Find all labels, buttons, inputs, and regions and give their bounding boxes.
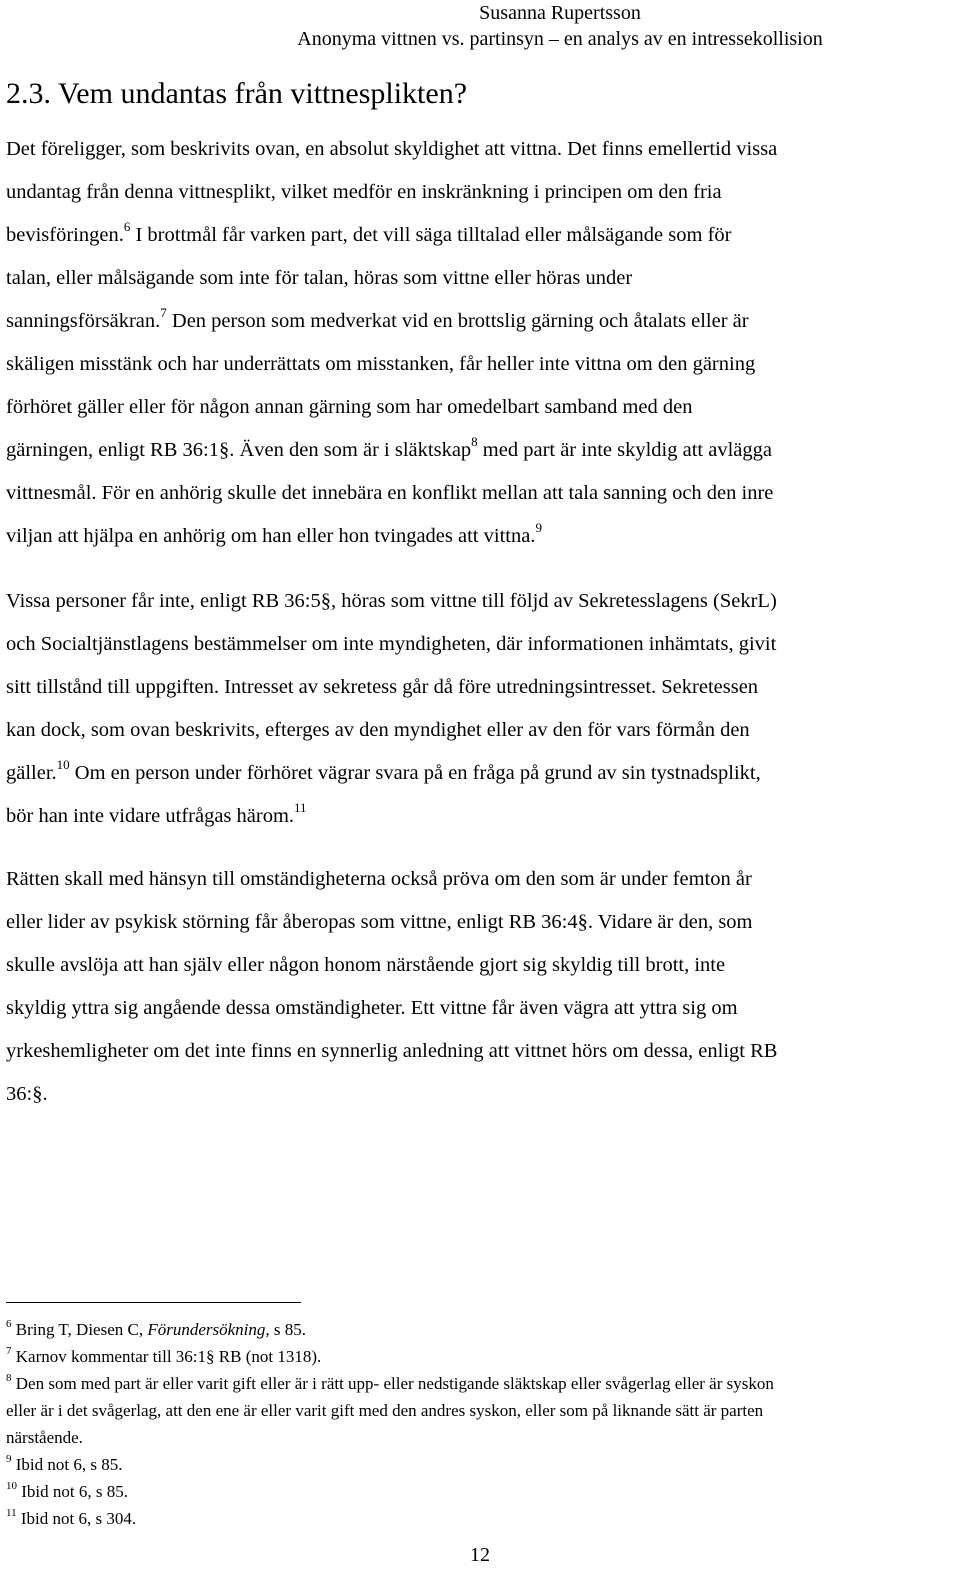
- text-line: [6, 257, 954, 300]
- text-line: [6, 944, 954, 987]
- footnote-number: 6: [6, 1318, 12, 1331]
- footnote-text: Den som med part är eller varit gift eller är i rätt upp- eller nedstigande släktskap eller svågerlag eller är syskon: [15, 1374, 774, 1393]
- line-text: skyldig yttra sig angående dessa omständigheter. Ett vittne får även vägra att yttra sig om: [6, 997, 738, 1019]
- text-line: [6, 128, 954, 171]
- text-line: [6, 343, 954, 386]
- footnote: [6, 1370, 954, 1397]
- footnote-text: Bring T, Diesen C,: [15, 1320, 148, 1339]
- line-text: talan, eller målsägande som inte för talan, höras som vittne eller höras under: [6, 267, 633, 289]
- paragraph-1: [6, 128, 954, 558]
- text-line: [6, 214, 954, 257]
- line-text: vittnesmål. För en anhörig skulle det innebära en konflikt mellan att tala sanning och den inre: [6, 482, 774, 504]
- footnote: [6, 1343, 954, 1370]
- footnote: [6, 1316, 954, 1343]
- paragraph-2: [6, 580, 954, 838]
- footnote: [6, 1397, 954, 1424]
- footnote: [6, 1505, 954, 1532]
- line-text: eller lider av psykisk störning får åberopas som vittne, enligt RB 36:4§. Vidare är den, som: [6, 911, 753, 933]
- line-text-continued: Om en person under förhöret vägrar svara på en fråga på grund av sin tystnadsplikt,: [69, 762, 761, 784]
- line-text: skulle avslöja att han själv eller någon honom närstående gjort sig skyldig till brott, inte: [6, 954, 726, 976]
- line-text: Det föreligger, som beskrivits ovan, en absolut skyldighet att vittna. Det finns emellertid vissa: [6, 138, 778, 160]
- footnote-number: 8: [6, 1372, 12, 1385]
- line-text: gärningen, enligt RB 36:1§. Även den som är i släktskap: [6, 439, 472, 461]
- footnote-text: Ibid not 6, s 304.: [20, 1509, 137, 1528]
- footnote: [6, 1478, 954, 1505]
- text-line: [6, 623, 954, 666]
- line-text: undantag från denna vittnesplikt, vilket medför en inskränkning i principen om den fria: [6, 181, 722, 203]
- footnote-text: Ibid not 6, s 85.: [21, 1482, 128, 1501]
- line-text: sanningsförsäkran.: [6, 310, 161, 332]
- footnote-text: eller är i det svågerlag, att den ene är eller varit gift med den andres syskon, eller som på liknande sätt är parten: [6, 1401, 764, 1420]
- line-text: kan dock, som ovan beskrivits, efterges av den myndighet eller av den för vars förmån den: [6, 719, 750, 741]
- footnote-text: närstående.: [6, 1428, 83, 1447]
- footnote-text: Karnov kommentar till 36:1§ RB (not 1318).: [15, 1347, 322, 1366]
- text-line: [6, 300, 954, 343]
- line-text-continued: Den person som medverkat vid en brottslig gärning och åtalats eller är: [166, 310, 749, 332]
- text-line: [6, 429, 954, 472]
- text-line: [6, 580, 954, 623]
- line-text: bör han inte vidare utfrågas härom.: [6, 805, 295, 827]
- line-text: och Socialtjänstlagens bestämmelser om inte myndigheten, där informationen inhämtats, givit: [6, 633, 777, 655]
- text-line: [6, 1030, 954, 1073]
- text-line: [6, 752, 954, 795]
- header-title: Anonyma vittnen vs. partinsyn – en analys av en intressekollision: [297, 28, 823, 50]
- footnote-number: 7: [6, 1345, 12, 1358]
- footnotes: [6, 1316, 954, 1532]
- footnote: [6, 1424, 954, 1451]
- line-text: förhöret gäller eller för någon annan gärning som har omedelbart samband med den: [6, 396, 693, 418]
- text-line: [6, 666, 954, 709]
- line-text: bevisföringen.: [6, 224, 124, 246]
- footnote-marker: 8: [471, 434, 478, 450]
- line-text: skäligen misstänk och har underrättats om misstanken, får heller inte vittna om den gärning: [6, 353, 756, 375]
- footnote-marker: 11: [294, 800, 307, 816]
- footnote-marker: 10: [56, 757, 70, 773]
- text-line: [6, 1073, 954, 1116]
- header-author: Susanna Rupertsson: [479, 2, 641, 24]
- line-text: Rätten skall med hänsyn till omständigheterna också pröva om den som är under femton år: [6, 868, 752, 890]
- footnote-marker: 7: [160, 305, 167, 321]
- line-text: Vissa personer får inte, enligt RB 36:5§, höras som vittne till följd av Sekretesslagens (SekrL): [6, 590, 777, 612]
- text-line: [6, 386, 954, 429]
- footnote: [6, 1451, 954, 1478]
- paragraph-3: [6, 858, 954, 1116]
- footnote-text-tail: s 85.: [269, 1320, 307, 1339]
- footnote-italic-title: Förundersökning,: [147, 1320, 270, 1339]
- text-line: [6, 472, 954, 515]
- footnote-separator: [6, 1302, 301, 1303]
- page-number: 12: [470, 1544, 490, 1566]
- footnote-marker: 6: [123, 219, 131, 235]
- footnote-number: 9: [6, 1453, 12, 1466]
- text-line: [6, 901, 954, 944]
- section-heading: 2.3. Vem undantas från vittnesplikten?: [6, 77, 468, 110]
- footnote-number: 10: [6, 1480, 17, 1493]
- text-line: [6, 709, 954, 752]
- running-header: [160, 0, 960, 52]
- line-text-continued: med part är inte skyldig att avlägga: [477, 439, 772, 461]
- line-text: 36:§.: [6, 1083, 48, 1105]
- text-line: [6, 858, 954, 901]
- line-text: yrkeshemligheter om det inte finns en synnerlig anledning att vittnet hörs om dessa, enligt RB: [6, 1040, 778, 1062]
- footnote-text: Ibid not 6, s 85.: [15, 1455, 123, 1474]
- footnote-marker: 9: [535, 520, 542, 536]
- line-text: sitt tillstånd till uppgiften. Intresset av sekretess går då före utredningsintresset. Sekretessen: [6, 676, 759, 698]
- line-text-continued: I brottmål får varken part, det vill säga tilltalad eller målsägande som för: [130, 224, 732, 246]
- line-text: gäller.: [6, 762, 57, 784]
- text-line: [6, 987, 954, 1030]
- line-text: viljan att hjälpa en anhörig om han eller hon tvingades att vittna.: [6, 525, 536, 547]
- text-line: [6, 515, 954, 558]
- footnote-number: 11: [6, 1507, 17, 1520]
- text-line: [6, 795, 954, 838]
- text-line: [6, 171, 954, 214]
